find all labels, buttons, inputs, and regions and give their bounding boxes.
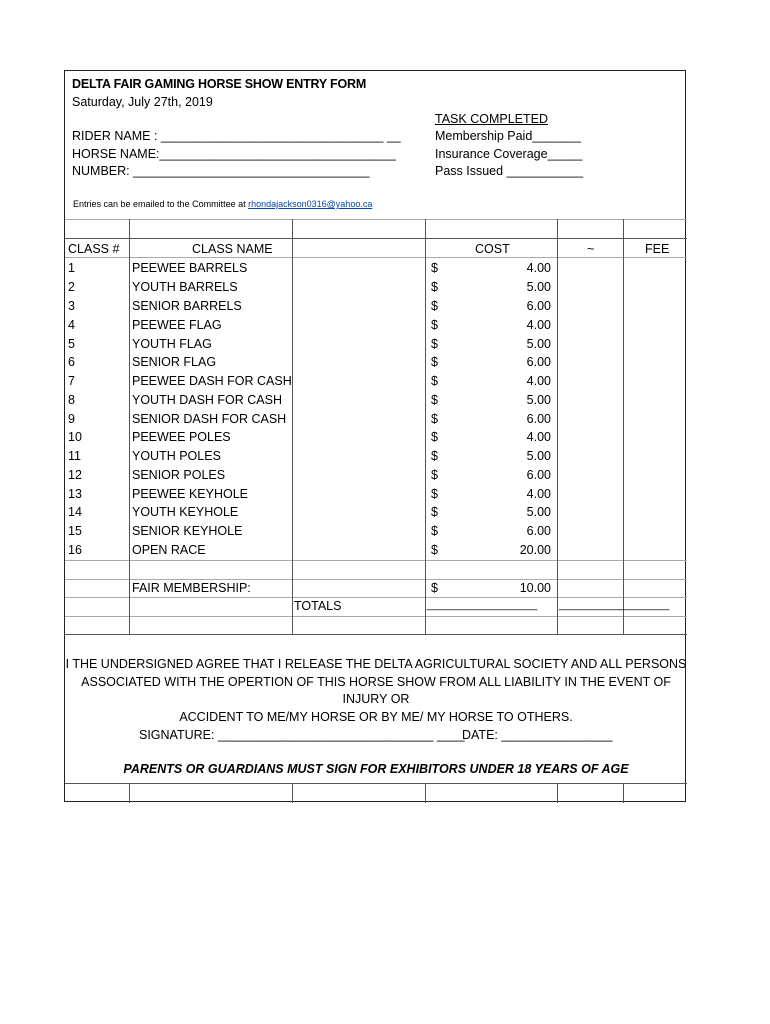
table-row: [65, 259, 687, 278]
class-cost: 6.00: [526, 468, 551, 482]
liability-disclaimer: [65, 656, 687, 726]
class-number: 5: [68, 337, 75, 351]
class-cost: 20.00: [519, 543, 551, 557]
email-note-text: Entries can be emailed to the Committee at: [73, 199, 246, 209]
class-number: 13: [68, 487, 82, 501]
class-cost: 6.00: [526, 412, 551, 426]
class-number: 9: [68, 412, 75, 426]
class-cost: 6.00: [526, 355, 551, 369]
class-name: PEEWEE BARRELS: [132, 261, 248, 275]
membership-paid-field[interactable]: Membership Paid_______: [435, 129, 581, 143]
parents-note: PARENTS OR GUARDIANS MUST SIGN FOR EXHIBITORS UNDER 18 YEARS OF AGE: [123, 762, 629, 776]
class-cost: 4.00: [526, 430, 551, 444]
tilde-header: ~: [587, 242, 595, 256]
dollar-sign: $: [431, 581, 438, 595]
cost-header: COST: [475, 242, 510, 256]
table-row: [65, 428, 687, 447]
class-name: SENIOR POLES: [132, 468, 226, 482]
table-row: [65, 447, 687, 466]
class-cost: 4.00: [526, 487, 551, 501]
class-name: PEEWEE POLES: [132, 430, 231, 444]
class-name: SENIOR DASH FOR CASH: [132, 412, 287, 426]
class-cost: 5.00: [526, 449, 551, 463]
class-name: SENIOR BARRELS: [132, 299, 242, 313]
grid-line: [129, 783, 130, 803]
class-cost: 4.00: [526, 261, 551, 275]
committee-email-link[interactable]: rhondajackson0316@yahoo.ca: [248, 199, 373, 209]
class-cost: 6.00: [526, 299, 551, 313]
dollar-sign: $: [431, 374, 438, 388]
event-date: Saturday, July 27th, 2019: [72, 95, 213, 109]
grid-line: [65, 783, 687, 784]
grid-line: [65, 219, 687, 220]
grid-line: [425, 783, 426, 803]
class-name: YOUTH POLES: [132, 449, 221, 463]
dollar-sign: $: [431, 280, 438, 294]
class-name: PEEWEE FLAG: [132, 318, 222, 332]
disclaimer-line: ACCIDENT TO ME/MY HORSE OR BY ME/ MY HORSE TO OTHERS.: [179, 709, 573, 724]
dollar-sign: $: [431, 393, 438, 407]
table-header: [65, 240, 687, 259]
totals-row: [65, 597, 687, 616]
table-row: [65, 297, 687, 316]
membership-label: FAIR MEMBERSHIP:: [132, 581, 251, 595]
class-name: SENIOR FLAG: [132, 355, 217, 369]
dollar-sign: $: [431, 449, 438, 463]
class-number: 12: [68, 468, 82, 482]
membership-row: [65, 579, 687, 598]
class-name: OPEN RACE: [132, 543, 206, 557]
table-row: [65, 503, 687, 522]
dollar-sign: $: [431, 337, 438, 351]
class-number: 11: [68, 449, 81, 463]
table-row: [65, 410, 687, 429]
insurance-coverage-field[interactable]: Insurance Coverage_____: [435, 147, 583, 161]
class-name: YOUTH FLAG: [132, 337, 212, 351]
table-row: [65, 278, 687, 297]
class-cost: 5.00: [526, 337, 551, 351]
total-fee-line[interactable]: __________________: [559, 599, 670, 611]
disclaimer-line: I THE UNDERSIGNED AGREE THAT I RELEASE THE DELTA AGRICULTURAL SOCIETY AND ALL PERSONS: [65, 657, 687, 671]
date-field[interactable]: DATE: ________________: [462, 728, 613, 742]
class-number: 2: [68, 280, 75, 294]
class-number-header: CLASS #: [68, 242, 120, 256]
class-cost: 6.00: [526, 524, 551, 538]
class-number: 8: [68, 393, 75, 407]
dollar-sign: $: [431, 524, 438, 538]
class-name: YOUTH KEYHOLE: [132, 505, 239, 519]
disclaimer-line: ASSOCIATED WITH THE OPERTION OF THIS HORSE SHOW FROM ALL LIABILITY IN THE EVENT OF INJURY OR: [81, 674, 671, 706]
class-cost: 4.00: [526, 374, 551, 388]
class-number: 1: [68, 261, 75, 275]
dollar-sign: $: [431, 261, 438, 275]
dollar-sign: $: [431, 543, 438, 557]
table-row: [65, 485, 687, 504]
dollar-sign: $: [431, 318, 438, 332]
class-name: YOUTH DASH FOR CASH: [132, 393, 283, 407]
task-heading: TASK COMPLETED: [435, 112, 548, 126]
class-name: PEEWEE KEYHOLE: [132, 487, 249, 501]
table-row: [65, 335, 687, 354]
dollar-sign: $: [431, 487, 438, 501]
grid-line: [65, 560, 687, 561]
totals-label: TOTALS: [294, 599, 342, 613]
grid-line: [65, 238, 687, 239]
class-name-header: CLASS NAME: [192, 242, 273, 256]
class-number: 3: [68, 299, 75, 313]
class-number: 4: [68, 318, 75, 332]
pass-issued-field[interactable]: Pass Issued ___________: [435, 164, 584, 178]
table-row: [65, 372, 687, 391]
class-cost: 4.00: [526, 318, 551, 332]
class-cost: 5.00: [526, 393, 551, 407]
form-title: DELTA FAIR GAMING HORSE SHOW ENTRY FORM: [72, 77, 367, 91]
table-row: [65, 466, 687, 485]
grid-line: [65, 634, 687, 635]
number-field[interactable]: NUMBER: __________________________________: [72, 164, 370, 178]
dollar-sign: $: [431, 430, 438, 444]
table-row: [65, 316, 687, 335]
signature-field[interactable]: SIGNATURE: _______________________________ ____: [139, 728, 465, 742]
class-name: PEEWEE DASH FOR CASH: [132, 374, 292, 388]
rider-name-field[interactable]: RIDER NAME : ________________________________ __: [72, 129, 401, 143]
total-cost-line[interactable]: __________________: [427, 599, 538, 611]
class-cost: 5.00: [526, 280, 551, 294]
grid-line: [557, 783, 558, 803]
table-row: [65, 353, 687, 372]
membership-cost: 10.00: [519, 581, 551, 595]
table-row: [65, 391, 687, 410]
fee-header: FEE: [645, 242, 670, 256]
dollar-sign: $: [431, 468, 438, 482]
class-number: 6: [68, 355, 75, 369]
class-number: 14: [68, 505, 82, 519]
dollar-sign: $: [431, 505, 438, 519]
horse-name-field[interactable]: HORSE NAME:__________________________________: [72, 147, 396, 161]
grid-line: [292, 783, 293, 803]
dollar-sign: $: [431, 299, 438, 313]
table-row: [65, 541, 687, 560]
class-number: 10: [68, 430, 82, 444]
class-name: SENIOR KEYHOLE: [132, 524, 243, 538]
grid-line: [65, 616, 687, 617]
dollar-sign: $: [431, 412, 438, 426]
class-number: 7: [68, 374, 75, 388]
dollar-sign: $: [431, 355, 438, 369]
entry-form: [64, 70, 686, 802]
grid-line: [623, 783, 624, 803]
class-number: 16: [68, 543, 82, 557]
class-name: YOUTH BARRELS: [132, 280, 238, 294]
email-note: [73, 199, 372, 209]
table-row: [65, 522, 687, 541]
class-cost: 5.00: [526, 505, 551, 519]
class-number: 15: [68, 524, 82, 538]
